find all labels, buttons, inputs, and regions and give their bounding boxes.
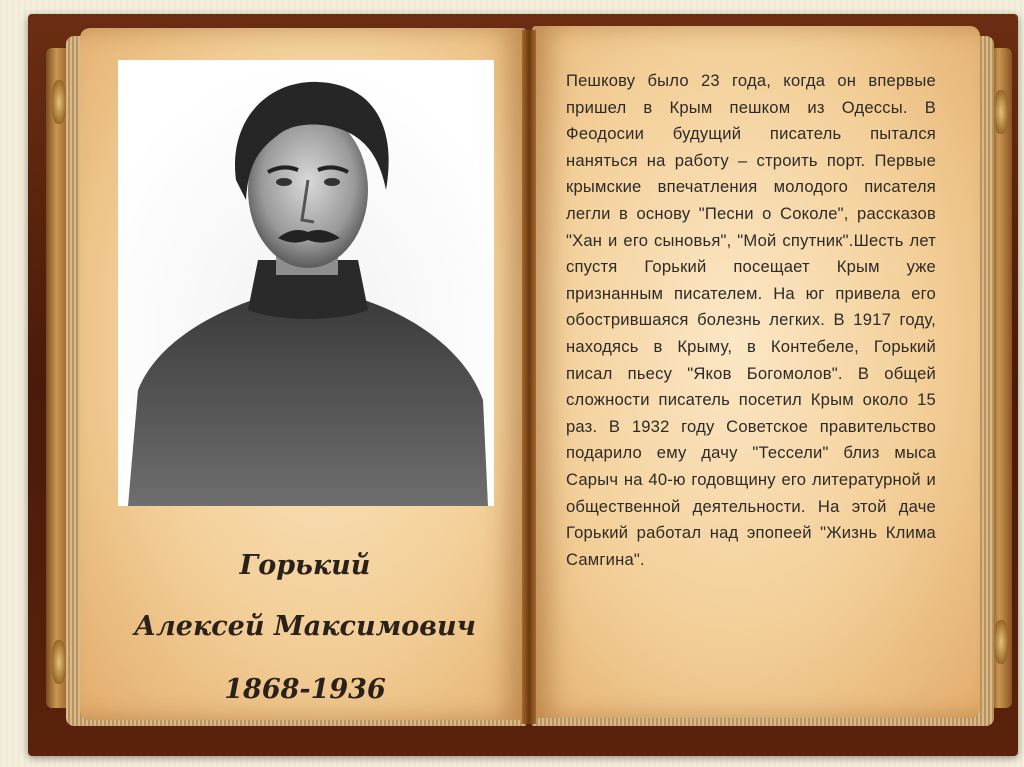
ornament-icon	[994, 90, 1008, 134]
book-spine	[522, 30, 536, 724]
biography-text: Пешкову было 23 года, когда он впервые пришел в Крым пешком из Одессы. В Феодосии будущий писатель пытался наняться на работу – строить порт. Первые крымские впечатления молодого писателя легли в основу "Песни о Соколе", рассказов "Хан и его сыновья", "Мой спутник".Шесть лет спустя Горький посещает Крым уже признанным писателем. На юг привела его обострившаяся болезнь легких. В 1917 году, находясь в Крыму, в Контебеле, Горький писал пьесу "Яков Богомолов". В общей сложности писатель посетил Крым около 15 раз. В 1932 году Советское правительство подарило ему дачу "Тессели" близ мыса Сарыч на 40-ю годовщину его литературной и общественной деятельности. На этой даче Горький работал над эпопеей "Жизнь Клима Самгина".	[566, 71, 936, 569]
author-full-name: Алексей Максимович	[134, 611, 476, 642]
author-life-years: 1868-1936	[224, 674, 386, 705]
ornament-icon	[52, 640, 66, 684]
ornament-icon	[52, 80, 66, 124]
author-portrait	[118, 60, 494, 506]
author-surname: Горький	[239, 550, 371, 581]
portrait-image	[118, 60, 494, 506]
ornament-icon	[994, 620, 1008, 664]
